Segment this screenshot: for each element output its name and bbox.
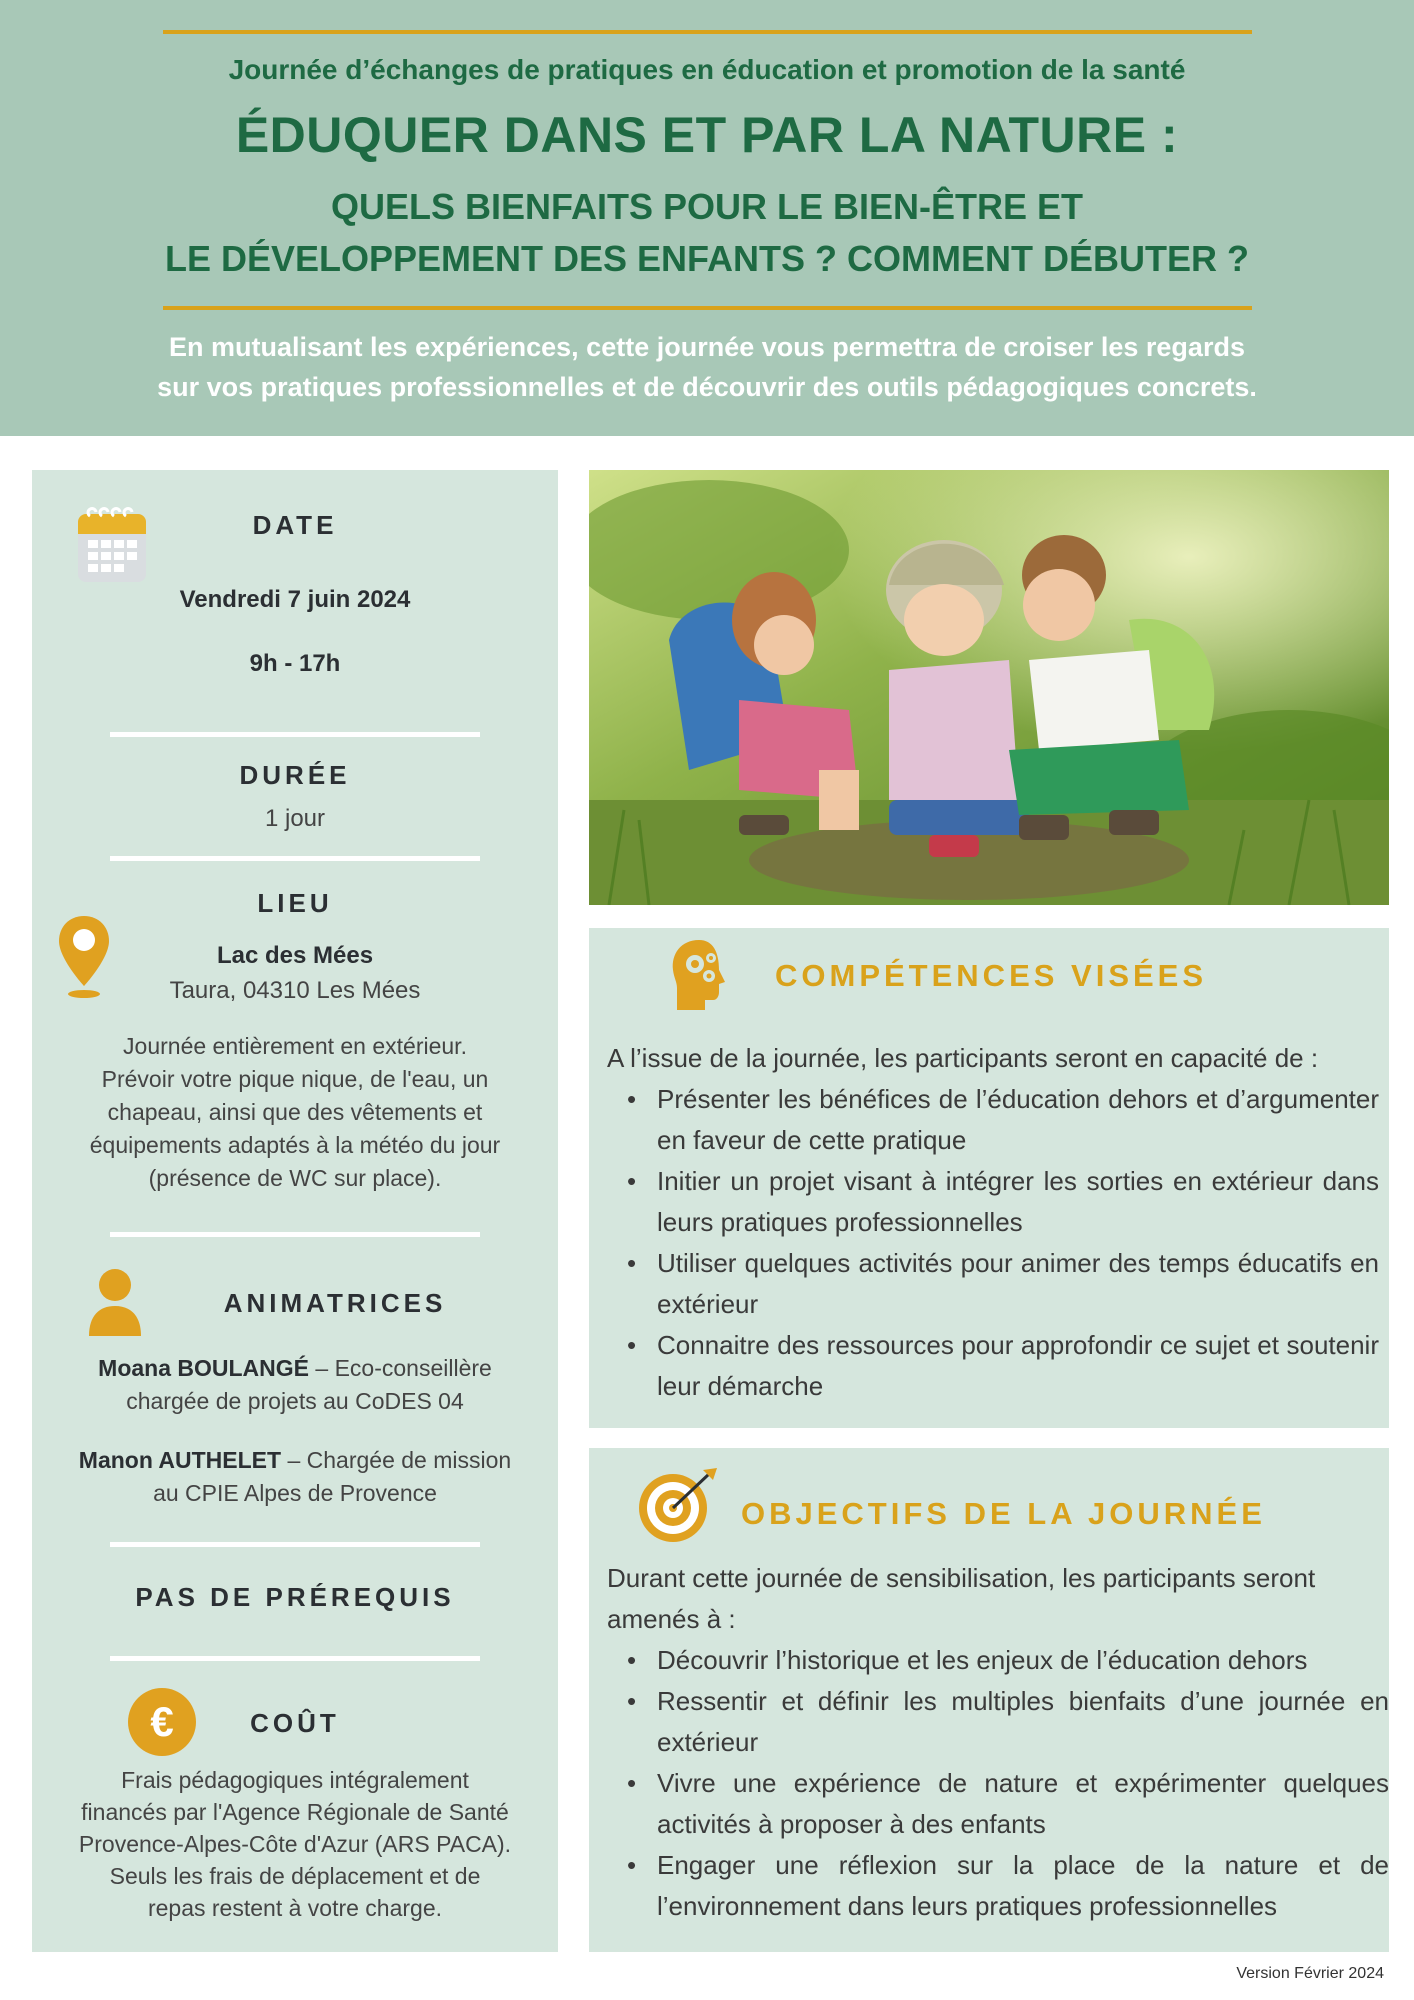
skills-item: • Connaitre des ressources pour approfondir ce sujet et soutenir leur démarche [607,1325,1379,1407]
objectives-item: • Engager une réflexion sur la place de la nature et de l’environnement dans leurs pratiques professionnelles [607,1845,1389,1927]
divider [110,732,480,737]
skills-intro: A l’issue de la journée, les participants seront en capacité de : [607,1043,1319,1073]
target-icon [637,1466,719,1544]
place-note-line: chapeau, ainsi que des vêtements et [107,1099,483,1125]
skills-list [607,1079,1379,1407]
facilitator-1 [32,1352,558,1385]
facilitator-role: – Eco-conseillère [309,1355,492,1381]
cost-heading: COÛT [250,1708,340,1738]
skills-panel [589,928,1389,1428]
header-banner [0,0,1414,436]
head-gears-icon [669,938,733,1012]
skills-item: • Présenter les bénéfices de l’éducation dehors et d’argumenter en faveur de cette pratique [607,1079,1379,1161]
page-subtitle-line1: QUELS BIENFAITS POUR LE BIEN-ÊTRE ET [330,186,1084,227]
place-address: Taura, 04310 Les Mées [169,977,421,1004]
prerequisites-heading: PAS DE PRÉREQUIS [135,1582,455,1612]
duration-heading: DURÉE [239,760,351,790]
skills-heading: COMPÉTENCES VISÉES [775,958,1208,993]
cost-line: Frais pédagogiques intégralement [121,1767,469,1793]
cost-line: Provence-Alpes-Côte d'Azur (ARS PACA). [78,1831,512,1857]
skills-item: • Utiliser quelques activités pour animer des temps éducatifs en extérieur [607,1243,1379,1325]
intro-line2: sur vos pratiques professionnelles et de découvrir des outils pédagogiques concrets. [157,372,1257,402]
page-title: ÉDUQUER DANS ET PAR LA NATURE : [235,107,1179,163]
euro-icon: € [128,1688,196,1756]
divider [110,1232,480,1237]
place-note-line: (présence de WC sur place). [148,1165,442,1191]
cost-line: repas restent à votre charge. [147,1895,443,1921]
place-heading: LIEU [257,888,333,918]
header-top-rule [163,30,1252,34]
objectives-item: • Ressentir et définir les multiples bienfaits d’une journée en extérieur [607,1681,1389,1763]
page-subtitle-line2: LE DÉVELOPPEMENT DES ENFANTS ? COMMENT DÉBUTER ? [164,238,1250,279]
place-note-line: équipements adaptés à la météo du jour [89,1132,501,1158]
facilitator-name: Moana BOULANGÉ [98,1355,310,1381]
intro-line1: En mutualisant les expériences, cette journée vous permettra de croiser les regards [169,332,1245,362]
objectives-heading: OBJECTIFS DE LA JOURNÉE [741,1496,1266,1531]
info-panel [32,470,558,1952]
place-note-line: Prévoir votre pique nique, de l'eau, un [101,1066,489,1092]
objectives-item: • Vivre une expérience de nature et expérimenter quelques activités à proposer à des enfants [607,1763,1389,1845]
facilitator-role-line2: chargée de projets au CoDES 04 [126,1388,464,1414]
facilitator-role: – Chargée de mission [281,1447,512,1473]
version-label: Version Février 2024 [1236,1965,1384,1982]
date-hours: 9h - 17h [249,650,341,677]
divider [110,856,480,861]
place-note-line: Journée entièrement en extérieur. [123,1033,467,1059]
facilitator-role-line2: au CPIE Alpes de Provence [153,1480,437,1506]
cost-line: Seuls les frais de déplacement et de [109,1863,481,1889]
duration-value: 1 jour [264,805,326,832]
cost-line: financés par l'Agence Régionale de Santé [81,1799,509,1825]
objectives-item: • Découvrir l’historique et les enjeux de l’éducation dehors [607,1640,1389,1681]
header-bottom-rule [163,306,1252,310]
objectives-panel [589,1448,1389,1952]
skills-item: • Initier un projet visant à intégrer les sorties en extérieur dans leurs pratiques professionnelles [607,1161,1379,1243]
facilitators-heading: ANIMATRICES [223,1288,447,1318]
date-heading: DATE [252,510,338,540]
facilitator-2 [32,1444,558,1477]
children-nature-photo [589,470,1389,905]
photo-illustration [589,470,1389,905]
place-name: Lac des Mées [216,942,374,969]
objectives-list [607,1640,1389,1927]
objectives-intro: Durant cette journée de sensibilisation, les participants seront amenés à : [607,1563,1316,1634]
header-tagline: Journée d’échanges de pratiques en éducation et promotion de la santé [228,54,1186,85]
divider [110,1656,480,1661]
date-day: Vendredi 7 juin 2024 [179,586,411,613]
facilitator-name: Manon AUTHELET [78,1447,282,1473]
divider [110,1542,480,1547]
